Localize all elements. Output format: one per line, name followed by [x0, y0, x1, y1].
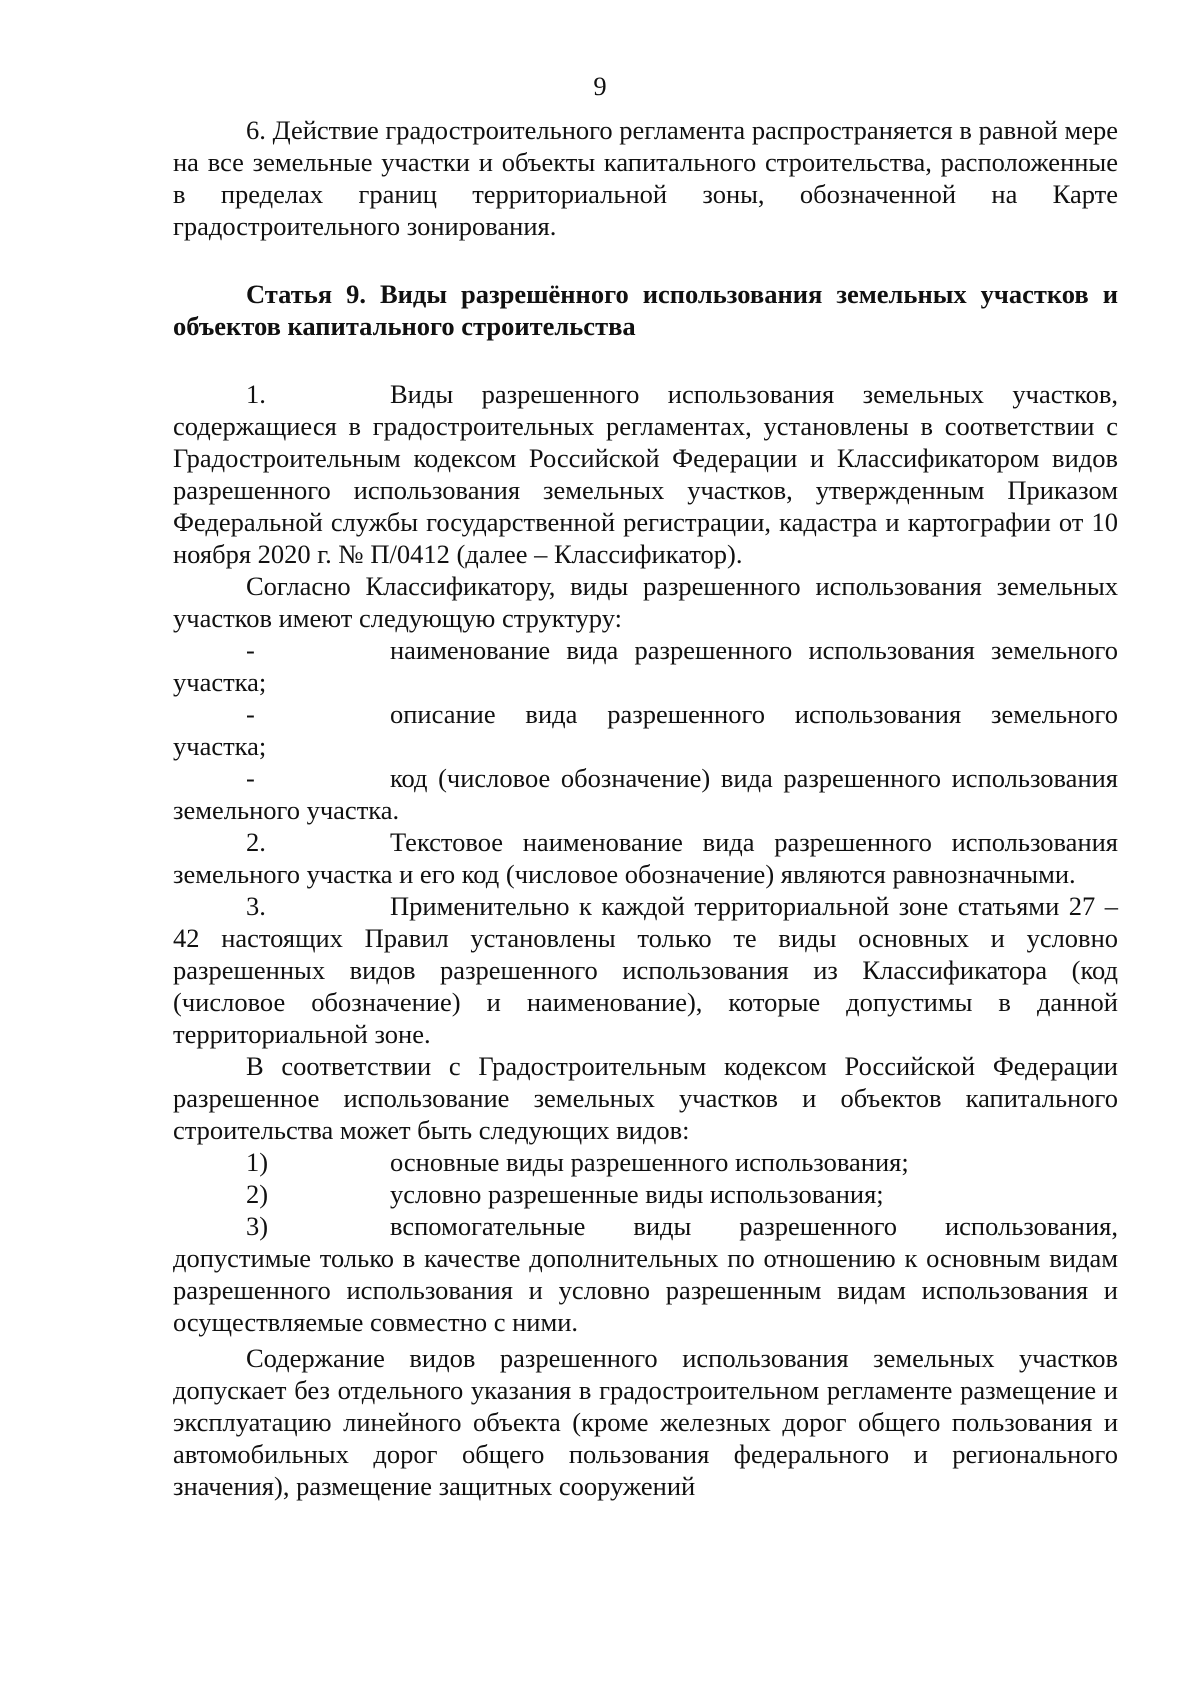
- item-marker: 1.: [246, 379, 266, 409]
- article-9-heading: Статья 9. Виды разрешённого использования земельных участков и объектов капитального строительства: [173, 279, 1118, 341]
- numbered-item-3: [173, 890, 1118, 1050]
- page-number: 9: [593, 71, 607, 101]
- item-marker: 3.: [246, 891, 266, 921]
- dash-item: [173, 698, 1118, 762]
- kind-text: условно разрешенные виды использования;: [390, 1179, 884, 1209]
- item-text: Применительно к каждой территориальной зоне статьями 27 – 42 настоящих Правил установлены только те виды основных и условно разрешенных видов разрешенного использования из Классификатора (код (числовое обозначение) и наименование), которые допустимы в данной территориальной зоне.: [173, 891, 1118, 1049]
- paragraph-6: 6. Действие градостроительного регламента распространяется в равной мере на все земельные участки и объекты капитального строительства, расположенные в пределах границ территориальной зоны, обозначенной на Карте градостроительного зонирования.: [173, 115, 1118, 241]
- kind-marker: 3): [246, 1211, 269, 1241]
- kind-marker: 1): [246, 1147, 269, 1177]
- dash-item: [173, 634, 1118, 698]
- item-text: Текстовое наименование вида разрешенного использования земельного участка и его код (числовое обозначение) являются равнозначными.: [173, 827, 1118, 889]
- kind-marker: 2): [246, 1179, 269, 1209]
- dash-marker: -: [246, 699, 255, 729]
- gradcode-intro: В соответствии с Градостроительным кодексом Российской Федерации разрешенное использование земельных участков и объектов капитального строительства может быть следующих видов:: [173, 1051, 1118, 1145]
- closing-paragraph: Содержание видов разрешенного использования земельных участков допускает без отдельного указания в градостроительном регламенте размещение и эксплуатацию линейного объекта (кроме железных дорог общего пользования и автомобильных дорог общего пользования федерального и регионального значения), размещение защитных сооружений: [173, 1343, 1118, 1501]
- numbered-item-1: [173, 378, 1118, 570]
- numbered-item-2: [173, 826, 1118, 890]
- kind-item: [173, 1178, 1118, 1210]
- kind-text: вспомогательные виды разрешенного использования, допустимые только в качестве дополнительных по отношению к основным видам разрешенного использования и условно разрешенным видам использования и осуществляемые совместно с ними.: [173, 1211, 1118, 1337]
- kind-text: основные виды разрешенного использования;: [390, 1147, 909, 1177]
- kind-item: [173, 1146, 1118, 1178]
- dash-text: код (числовое обозначение) вида разрешенного использования земельного участка.: [173, 763, 1118, 825]
- dash-marker: -: [246, 635, 255, 665]
- dash-marker: -: [246, 763, 255, 793]
- structure-intro: Согласно Классификатору, виды разрешенного использования земельных участков имеют следующую структуру:: [173, 571, 1118, 633]
- kind-item: [173, 1210, 1118, 1338]
- dash-item: [173, 762, 1118, 826]
- item-marker: 2.: [246, 827, 266, 857]
- item-text: Виды разрешенного использования земельных участков, содержащиеся в градостроительных регламентах, установлены в соответствии с Градостроительным кодексом Российской Федерации и Классификатором видов разрешенного использования земельных участков, утвержденным Приказом Федеральной службы государственной регистрации, кадастра и картографии от 10 ноября 2020 г. № П/0412 (далее – Классификатор).: [173, 379, 1118, 569]
- dash-text: описание вида разрешенного использования земельного участка;: [173, 699, 1118, 761]
- document-body: [173, 114, 1118, 1502]
- dash-text: наименование вида разрешенного использования земельного участка;: [173, 635, 1118, 697]
